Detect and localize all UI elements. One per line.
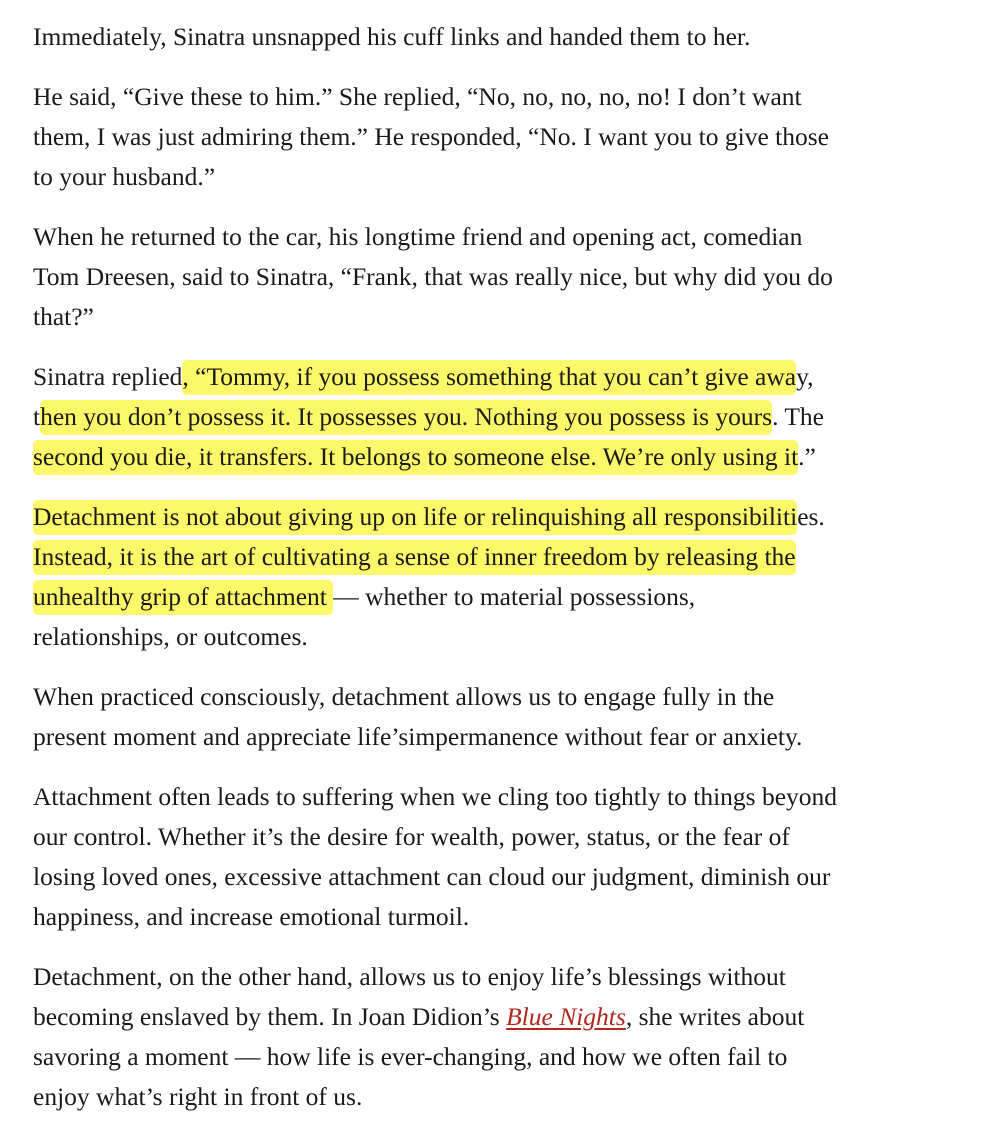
plain-text: y, <box>796 362 814 391</box>
text-line <box>33 497 970 537</box>
paragraph-practiced-consciously <box>33 677 970 757</box>
paragraph-give-these <box>33 77 970 197</box>
text-line: our control. Whether it’s the desire for wealth, power, status, or the fear of <box>33 822 790 851</box>
highlighted-text: Instead, it is the art of cultivating a sense of inner freedom by releasing the <box>33 540 796 575</box>
text-line <box>33 537 970 577</box>
text-line: happiness, and increase emotional turmoil. <box>33 902 470 931</box>
text-line: enjoy what’s right in front of us. <box>33 1082 363 1111</box>
text-line <box>33 437 970 477</box>
text-line: Detachment, on the other hand, allows us to enjoy life’s blessings without <box>33 962 786 991</box>
text-line <box>33 577 970 617</box>
plain-text: es. <box>797 502 825 531</box>
text-line: Tom Dreesen, said to Sinatra, “Frank, that was really nice, but why did you do <box>33 262 833 291</box>
blue-nights-link[interactable]: Blue Nights <box>506 1002 626 1031</box>
text-line: losing loved ones, excessive attachment can cloud our judgment, diminish our <box>33 862 831 891</box>
text-line: present moment and appreciate life’simpermanence without fear or anxiety. <box>33 722 803 751</box>
paragraph-detachment-definition <box>33 497 970 657</box>
highlighted-text: , “Tommy, if you possess something that you can’t give awa <box>182 360 796 395</box>
plain-text: — whether to material possessions, <box>333 582 696 611</box>
highlighted-text: unhealthy grip of attachment <box>33 580 333 615</box>
text-line <box>33 397 970 437</box>
text-line <box>33 357 970 397</box>
paragraph-cufflinks <box>33 17 970 57</box>
text-line: relationships, or outcomes. <box>33 622 308 651</box>
paragraph-blue-nights <box>33 957 970 1117</box>
paragraph-attachment-suffering <box>33 777 970 937</box>
highlighted-text: Detachment is not about giving up on life or relinquishing all responsibiliti <box>33 500 797 535</box>
text-line <box>33 997 970 1037</box>
plain-text: becoming enslaved by them. In Joan Didion’s <box>33 1002 507 1031</box>
text-line: savoring a moment — how life is ever-changing, and how we often fail to <box>33 1042 788 1071</box>
highlighted-text: hen you don’t possess it. It possesses you. Nothing you possess is yours <box>40 400 772 435</box>
text-line: that?” <box>33 302 94 331</box>
text-line: them, I was just admiring them.” He responded, “No. I want you to give those <box>33 122 829 151</box>
plain-text: . The <box>772 402 824 431</box>
highlighted-text: second you die, it transfers. It belongs to someone else. We’re only using it <box>33 440 798 475</box>
plain-text: Sinatra replied <box>33 362 183 391</box>
text-line: to your husband.” <box>33 162 216 191</box>
paragraph-sinatra-quote <box>33 357 970 477</box>
text-line: He said, “Give these to him.” She replied, “No, no, no, no, no! I don’t want <box>33 82 802 111</box>
plain-text: .” <box>798 442 816 471</box>
text-line: Immediately, Sinatra unsnapped his cuff links and handed them to her. <box>33 22 751 51</box>
text-line: When practiced consciously, detachment allows us to engage fully in the <box>33 682 775 711</box>
plain-text: t <box>33 402 41 431</box>
text-line: When he returned to the car, his longtime friend and opening act, comedian <box>33 222 803 251</box>
paragraph-returned-to-car <box>33 217 970 337</box>
plain-text: , she writes about <box>625 1002 805 1031</box>
text-line: Attachment often leads to suffering when we cling too tightly to things beyond <box>33 782 838 811</box>
